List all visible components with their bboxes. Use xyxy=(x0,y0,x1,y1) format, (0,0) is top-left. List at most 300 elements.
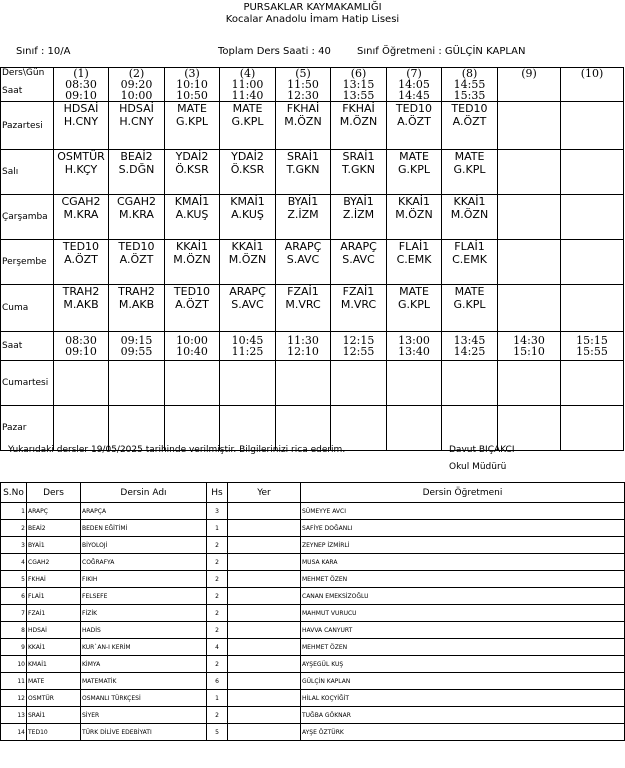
lessons-cell: 14 xyxy=(1,724,27,741)
lesson-cell xyxy=(442,285,498,332)
lessons-cell xyxy=(228,656,301,673)
period-n: (7) xyxy=(406,67,422,80)
lesson-code: MATE xyxy=(232,102,263,115)
lesson-code: BEAİ2 xyxy=(120,150,153,163)
lessons-cell xyxy=(228,690,301,707)
lesson-code: MATE xyxy=(399,150,429,163)
lessons-cell: MATEMATİK xyxy=(81,673,207,690)
day-row xyxy=(1,285,624,332)
lesson-cell xyxy=(561,240,624,285)
lessons-cell: KKAİ1 xyxy=(27,639,81,656)
lessons-cell: AYŞEGÜL KUŞ xyxy=(301,656,625,673)
day-label: Salı xyxy=(1,150,54,195)
lesson-cell xyxy=(387,102,442,150)
lesson-code: YDAİ2 xyxy=(231,150,264,163)
lesson-teacher: Z.İZM xyxy=(342,208,375,221)
lessons-column-header: S.No xyxy=(1,483,27,503)
lesson-cell xyxy=(165,285,220,332)
period-n: (9) xyxy=(521,67,537,80)
lesson-code: KKAİ1 xyxy=(453,195,486,208)
lessons-row xyxy=(1,639,625,656)
time-end: 14:25 xyxy=(453,345,486,358)
lessons-cell xyxy=(228,554,301,571)
lesson-cell xyxy=(54,285,109,332)
period-n: (5) xyxy=(295,67,311,80)
lessons-cell: 11 xyxy=(1,673,27,690)
time-start: 13:45 xyxy=(453,334,486,347)
lesson-teacher: A.ÖZT xyxy=(119,253,154,266)
period-header xyxy=(109,68,165,102)
period-header xyxy=(561,68,624,102)
weekend-row xyxy=(1,406,624,451)
lessons-cell: 6 xyxy=(1,588,27,605)
lesson-teacher: S.AVC xyxy=(286,253,320,266)
lessons-cell: TED10 xyxy=(27,724,81,741)
lessons-cell: MATE xyxy=(27,673,81,690)
period-end: 10:00 xyxy=(120,89,153,102)
time-start: 13:00 xyxy=(398,334,430,347)
empty-cell xyxy=(165,406,220,451)
lesson-code: TRAH2 xyxy=(62,285,100,298)
footer-note: Yukarıdaki dersler 19/05/2025 tarihinde verilmiştir. Bilgilerinizi rica ederim. xyxy=(8,445,346,455)
lessons-cell xyxy=(228,622,301,639)
period-start: 14:55 xyxy=(453,78,486,91)
lesson-cell xyxy=(561,285,624,332)
lesson-teacher: Ö.KSR xyxy=(175,163,209,176)
time-cell xyxy=(165,332,220,361)
day-label: Perşembe xyxy=(1,240,54,285)
period-n: (2) xyxy=(128,67,145,80)
lesson-teacher: H.CNY xyxy=(63,115,99,128)
lesson-teacher: G.KPL xyxy=(398,163,430,176)
lesson-code: SRAİ1 xyxy=(342,150,375,163)
lessons-cell: 3 xyxy=(1,537,27,554)
lessons-cell xyxy=(228,571,301,588)
empty-cell xyxy=(442,361,498,406)
lesson-cell xyxy=(220,195,276,240)
lesson-teacher: M.AKB xyxy=(118,298,155,311)
lessons-row xyxy=(1,707,625,724)
lesson-code: CGAH2 xyxy=(117,195,156,208)
lessons-row xyxy=(1,588,625,605)
empty-cell xyxy=(54,406,109,451)
class-teacher-label: Sınıf Öğretmeni : GÜLÇİN KAPLAN xyxy=(357,46,526,57)
day-label: Pazartesi xyxy=(1,102,54,150)
lessons-cell: HAVVA CANYURT xyxy=(301,622,625,639)
lesson-teacher: A.ÖZT xyxy=(452,115,487,128)
day-row xyxy=(1,240,624,285)
lesson-teacher: G.KPL xyxy=(453,163,486,176)
lessons-cell: ARAPÇA xyxy=(81,503,207,520)
lesson-cell xyxy=(387,195,442,240)
lesson-cell xyxy=(442,150,498,195)
period-start: 08:30 xyxy=(65,78,97,91)
period-header xyxy=(54,68,109,102)
lessons-cell: SİYER xyxy=(81,707,207,724)
lesson-cell xyxy=(498,285,561,332)
corner-cell xyxy=(1,68,54,102)
lesson-code: MATE xyxy=(399,285,429,298)
lesson-cell xyxy=(165,150,220,195)
day-row xyxy=(1,195,624,240)
lessons-cell: MUSA KARA xyxy=(301,554,625,571)
time-end: 13:40 xyxy=(398,345,430,358)
lesson-code: YDAİ2 xyxy=(175,150,209,163)
lesson-cell xyxy=(276,240,331,285)
lessons-cell: 2 xyxy=(207,537,228,554)
lessons-cell: HDSAİ xyxy=(27,622,81,639)
lesson-teacher: M.KRA xyxy=(63,208,99,221)
time-start: 10:45 xyxy=(231,334,264,347)
empty-cell xyxy=(276,406,331,451)
lesson-code: FZAİ1 xyxy=(342,285,375,298)
lesson-teacher: S.DĞN xyxy=(118,163,155,176)
lesson-teacher: M.ÖZN xyxy=(173,253,211,266)
time-cell xyxy=(498,332,561,361)
lessons-cell: 7 xyxy=(1,605,27,622)
lessons-cell: SRAİ1 xyxy=(27,707,81,724)
period-end: 10:50 xyxy=(176,89,208,102)
total-hours-label: Toplam Ders Saati : 40 xyxy=(218,46,331,57)
lessons-cell: HİLAL KOÇYİĞİT xyxy=(301,690,625,707)
lesson-cell xyxy=(54,240,109,285)
empty-cell xyxy=(561,406,624,451)
empty-cell xyxy=(220,406,276,451)
lesson-cell xyxy=(498,150,561,195)
empty-cell xyxy=(561,361,624,406)
time-start: 09:15 xyxy=(120,334,153,347)
lesson-cell xyxy=(387,150,442,195)
time-cell xyxy=(276,332,331,361)
time-end: 15:10 xyxy=(513,345,545,358)
lesson-code: CGAH2 xyxy=(61,195,101,208)
lesson-cell xyxy=(442,240,498,285)
lessons-cell: BYAİ1 xyxy=(27,537,81,554)
time-start: 12:15 xyxy=(342,334,375,347)
lessons-cell: 10 xyxy=(1,656,27,673)
period-end: 15:35 xyxy=(453,89,486,102)
lesson-cell xyxy=(109,195,165,240)
period-end: 11:40 xyxy=(231,89,264,102)
lesson-cell xyxy=(109,102,165,150)
time-row-label: Saat xyxy=(1,332,54,361)
lesson-cell xyxy=(165,102,220,150)
lesson-cell xyxy=(220,102,276,150)
lesson-cell xyxy=(165,240,220,285)
lesson-code: KKAİ1 xyxy=(231,240,264,253)
lessons-cell: 5 xyxy=(1,571,27,588)
lessons-cell: COĞRAFYA xyxy=(81,554,207,571)
corner-top-label: Ders\Gün xyxy=(2,68,45,78)
lesson-teacher: A.KUŞ xyxy=(231,208,264,221)
lessons-cell: KUR`AN-I KERİM xyxy=(81,639,207,656)
lessons-row xyxy=(1,673,625,690)
lessons-cell xyxy=(228,503,301,520)
lesson-teacher: M.AKB xyxy=(63,298,99,311)
lesson-teacher: A.ÖZT xyxy=(64,253,98,266)
lesson-teacher: M.ÖZN xyxy=(339,115,378,128)
empty-cell xyxy=(220,361,276,406)
period-end: 14:45 xyxy=(398,89,430,102)
period-n: (6) xyxy=(350,67,367,80)
day-row xyxy=(1,150,624,195)
time-end: 09:55 xyxy=(120,345,153,358)
corner-bottom-label: Saat xyxy=(2,86,23,96)
period-start: 11:50 xyxy=(287,78,319,91)
lessons-cell xyxy=(228,707,301,724)
lesson-cell xyxy=(331,102,387,150)
principal-title: Okul Müdürü xyxy=(449,462,507,472)
lessons-cell: TÜRK DİLİVE EDEBİYATI xyxy=(81,724,207,741)
lesson-code: TRAH2 xyxy=(118,285,155,298)
lessons-cell xyxy=(228,724,301,741)
lesson-cell xyxy=(442,102,498,150)
lessons-cell: ZEYNEP İZMİRLİ xyxy=(301,537,625,554)
lesson-teacher: C.EMK xyxy=(396,253,432,266)
period-start: 09:20 xyxy=(120,78,153,91)
lesson-cell xyxy=(442,195,498,240)
empty-cell xyxy=(387,361,442,406)
time-cell xyxy=(387,332,442,361)
lesson-teacher: A.ÖZT xyxy=(175,298,209,311)
lesson-teacher: T.GKN xyxy=(286,163,320,176)
lessons-cell: 12 xyxy=(1,690,27,707)
lessons-row xyxy=(1,554,625,571)
time-start: 08:30 xyxy=(65,334,97,347)
time-end: 12:55 xyxy=(342,345,375,358)
lessons-row xyxy=(1,503,625,520)
lesson-code: KMAİ1 xyxy=(230,195,265,208)
empty-cell xyxy=(109,406,165,451)
lesson-code: ARAPÇ xyxy=(229,285,266,298)
lesson-cell xyxy=(109,285,165,332)
lessons-row xyxy=(1,571,625,588)
lessons-cell: 2 xyxy=(207,554,228,571)
period-end: 09:10 xyxy=(65,89,97,102)
period-n: (1) xyxy=(73,67,89,80)
lessons-cell: 2 xyxy=(207,605,228,622)
lesson-code: MATE xyxy=(454,285,485,298)
lessons-cell: BEAİ2 xyxy=(27,520,81,537)
time-start: 11:30 xyxy=(287,334,319,347)
school-title: Kocalar Anadolu İmam Hatip Lisesi xyxy=(225,14,400,25)
time-start: 15:15 xyxy=(576,334,608,347)
period-start: 10:10 xyxy=(176,78,208,91)
lessons-row xyxy=(1,605,625,622)
lessons-header-row xyxy=(1,483,625,503)
day-label: Cuma xyxy=(1,285,54,332)
lesson-code: FZAİ1 xyxy=(287,285,319,298)
empty-cell xyxy=(387,406,442,451)
lesson-code: TED10 xyxy=(62,240,100,253)
lessons-cell xyxy=(228,537,301,554)
lesson-code: FKHAİ xyxy=(286,102,320,115)
lesson-code: KMAİ1 xyxy=(174,195,210,208)
lesson-teacher: Z.İZM xyxy=(287,208,319,221)
day-label: Çarşamba xyxy=(1,195,54,240)
lesson-code: TED10 xyxy=(118,240,155,253)
empty-cell xyxy=(54,361,109,406)
lessons-cell: OSMTÜR xyxy=(27,690,81,707)
lessons-column-header: Dersin Adı xyxy=(81,483,207,503)
empty-cell xyxy=(276,361,331,406)
lesson-code: ARAPÇ xyxy=(284,240,322,253)
time-start: 10:00 xyxy=(176,334,208,347)
lessons-cell: SÜMEYYE AVCI xyxy=(301,503,625,520)
lessons-cell: BİYOLOJİ xyxy=(81,537,207,554)
lesson-teacher: M.KRA xyxy=(119,208,154,221)
lessons-column-header: Dersin Öğretmeni xyxy=(301,483,625,503)
lessons-cell xyxy=(228,588,301,605)
lesson-cell xyxy=(331,150,387,195)
period-header xyxy=(276,68,331,102)
lesson-teacher: S.AVC xyxy=(231,298,264,311)
period-header xyxy=(220,68,276,102)
empty-cell xyxy=(109,361,165,406)
lesson-teacher: Ö.KSR xyxy=(230,163,265,176)
lesson-cell xyxy=(54,150,109,195)
lessons-cell: FKHAİ xyxy=(27,571,81,588)
period-n: (4) xyxy=(239,67,256,80)
period-header xyxy=(498,68,561,102)
lessons-cell: KİMYA xyxy=(81,656,207,673)
lesson-teacher: M.VRC xyxy=(340,298,377,311)
lesson-code: HDSAİ xyxy=(63,102,99,115)
lessons-cell: MEHMET ÖZEN xyxy=(301,571,625,588)
lessons-cell: 2 xyxy=(1,520,27,537)
lessons-cell: MEHMET ÖZEN xyxy=(301,639,625,656)
empty-cell xyxy=(165,361,220,406)
lesson-teacher: H.CNY xyxy=(119,115,154,128)
lessons-cell: 4 xyxy=(207,639,228,656)
lesson-code: KKAİ1 xyxy=(397,195,430,208)
lessons-cell: 1 xyxy=(1,503,27,520)
time-end: 12:10 xyxy=(287,345,319,358)
lessons-cell: FZAİ1 xyxy=(27,605,81,622)
lesson-code: TED10 xyxy=(173,285,211,298)
lesson-code: MATE xyxy=(177,102,207,115)
period-header xyxy=(331,68,387,102)
lessons-cell xyxy=(228,520,301,537)
period-start: 14:05 xyxy=(398,78,430,91)
lesson-cell xyxy=(331,240,387,285)
lessons-row xyxy=(1,724,625,741)
time-end: 10:40 xyxy=(176,345,208,358)
lesson-cell xyxy=(561,102,624,150)
lesson-cell xyxy=(276,150,331,195)
time-end: 15:55 xyxy=(576,345,608,358)
lesson-cell xyxy=(276,285,331,332)
lesson-code: BYAİ1 xyxy=(343,195,374,208)
period-header xyxy=(442,68,498,102)
lessons-column-header: Ders xyxy=(27,483,81,503)
lesson-cell xyxy=(561,150,624,195)
weekly-schedule-table xyxy=(0,67,624,451)
lessons-cell: ARAPÇ xyxy=(27,503,81,520)
time-cell xyxy=(109,332,165,361)
lesson-code: FLAİ1 xyxy=(454,240,485,253)
lesson-teacher: G.KPL xyxy=(176,115,208,128)
lesson-cell xyxy=(331,195,387,240)
lessons-cell: SAFİYE DOĞANLI xyxy=(301,520,625,537)
lesson-code: TED10 xyxy=(395,102,433,115)
lessons-cell: 8 xyxy=(1,622,27,639)
lesson-cell xyxy=(109,240,165,285)
lessons-cell: 1 xyxy=(207,690,228,707)
lessons-cell: FIKIH xyxy=(81,571,207,588)
lesson-teacher: M.VRC xyxy=(285,298,321,311)
lesson-code: TED10 xyxy=(451,102,488,115)
time-end: 09:10 xyxy=(65,345,97,358)
lessons-cell: 3 xyxy=(207,503,228,520)
lesson-code: HDSAİ xyxy=(119,102,154,115)
lessons-cell xyxy=(228,639,301,656)
lesson-teacher: A.KUŞ xyxy=(175,208,209,221)
lesson-teacher: G.KPL xyxy=(453,298,486,311)
lesson-cell xyxy=(220,150,276,195)
lesson-code: SRAİ1 xyxy=(287,150,319,163)
lessons-column-header: Hs xyxy=(207,483,228,503)
empty-cell xyxy=(498,361,561,406)
weekend-row xyxy=(1,361,624,406)
lessons-cell xyxy=(228,673,301,690)
time-cell xyxy=(442,332,498,361)
lessons-row xyxy=(1,520,625,537)
lesson-teacher: G.KPL xyxy=(231,115,264,128)
lesson-teacher: S.AVC xyxy=(342,253,375,266)
lesson-code: ARAPÇ xyxy=(340,240,377,253)
schedule-header-row xyxy=(1,68,624,102)
lesson-code: MATE xyxy=(454,150,485,163)
lesson-cell xyxy=(498,195,561,240)
lessons-row xyxy=(1,537,625,554)
lesson-cell xyxy=(54,102,109,150)
lessons-row xyxy=(1,622,625,639)
lessons-cell: 1 xyxy=(207,520,228,537)
empty-cell xyxy=(331,361,387,406)
lessons-cell: 6 xyxy=(207,673,228,690)
lesson-cell xyxy=(109,150,165,195)
weekend-day-label: Pazar xyxy=(1,406,54,451)
lessons-cell: MAHMUT VURUCU xyxy=(301,605,625,622)
lesson-code: OSMTÜR xyxy=(57,150,105,163)
lesson-cell xyxy=(165,195,220,240)
lesson-teacher: M.ÖZN xyxy=(284,115,322,128)
period-end: 12:30 xyxy=(287,89,319,102)
period-end: 13:55 xyxy=(342,89,375,102)
period-n: (10) xyxy=(580,67,604,80)
period-start: 13:15 xyxy=(342,78,375,91)
lessons-cell: FİZİK xyxy=(81,605,207,622)
lessons-cell: 2 xyxy=(207,571,228,588)
lesson-teacher: C.EMK xyxy=(452,253,487,266)
time-cell xyxy=(220,332,276,361)
period-n: (3) xyxy=(184,67,200,80)
period-header xyxy=(165,68,220,102)
lessons-cell: 2 xyxy=(207,707,228,724)
time-cell xyxy=(54,332,109,361)
district-title: PURSAKLAR KAYMAKAMLIĞI xyxy=(243,2,382,13)
lessons-cell xyxy=(228,605,301,622)
lesson-cell xyxy=(331,285,387,332)
lesson-teacher: M.ÖZN xyxy=(228,253,267,266)
lesson-code: FKHAİ xyxy=(342,102,375,115)
lesson-teacher: H.KÇY xyxy=(64,163,98,176)
lessons-cell: OSMANLI TÜRKÇESİ xyxy=(81,690,207,707)
lessons-cell: GÜLÇİN KAPLAN xyxy=(301,673,625,690)
period-n: (8) xyxy=(461,67,478,80)
time-row xyxy=(1,332,624,361)
